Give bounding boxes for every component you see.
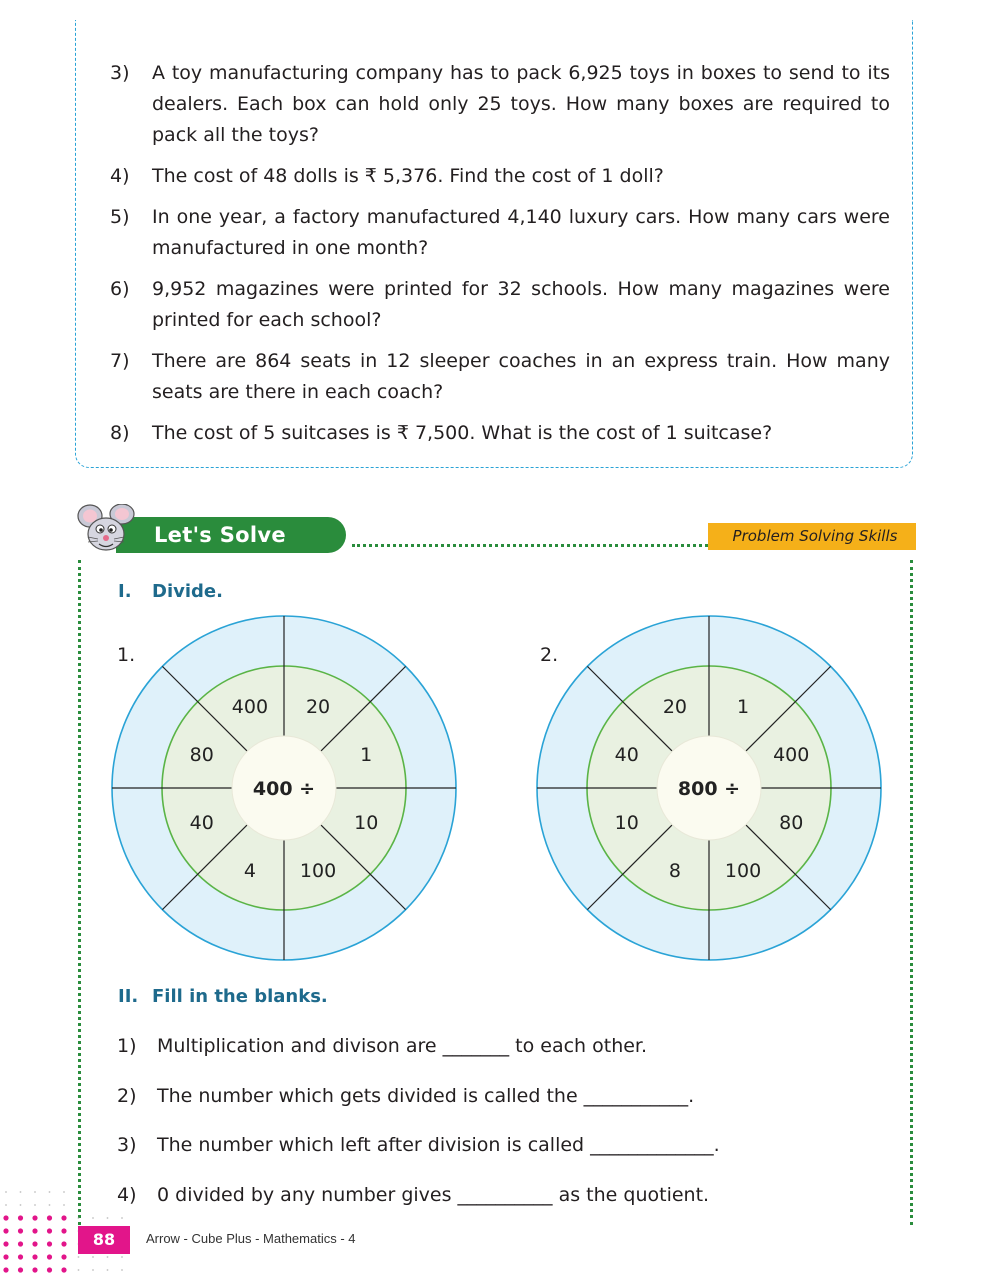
fill-text: The number which gets divided is called the ___________. (157, 1084, 695, 1107)
section-number: I. (118, 581, 132, 602)
question-number: 3) (110, 62, 130, 84)
question-item (110, 346, 890, 408)
question-text: In one year, a factory manufactured 4,140 luxury cars. How many cars were manufactured in one month? (152, 206, 890, 259)
divisor-value: 400 (231, 695, 269, 718)
skill-tag: Problem Solving Skills (708, 523, 916, 550)
lets-solve-banner (76, 504, 914, 549)
fill-blanks-list (117, 1033, 877, 1231)
fill-text: The number which left after division is called _____________. (157, 1134, 720, 1156)
divisor-value: 100 (724, 860, 762, 883)
fill-item (117, 1182, 877, 1208)
question-text: There are 864 seats in 12 sleeper coaches in an express train. How many seats are there in each coach? (152, 350, 890, 403)
divisor-value: 20 (305, 695, 331, 718)
divisor-value: 10 (354, 812, 379, 835)
question-item (110, 274, 890, 336)
fill-text: Multiplication and divison are _______ to each other. (157, 1035, 648, 1057)
fill-number: 2) (117, 1084, 137, 1107)
wheel-label: 2. (540, 644, 559, 666)
fill-item (117, 1132, 877, 1158)
divisor-value: 1 (360, 743, 373, 766)
fill-number: 4) (117, 1183, 137, 1206)
wheel-label: 1. (117, 644, 136, 666)
question-text: A toy manufacturing company has to pack 6,925 toys in boxes to send to its dealers. Each box can hold only 25 toys. How many boxes are required to pack all the toys? (152, 62, 890, 146)
division-wheel-1 (110, 614, 458, 962)
question-item (110, 161, 890, 192)
division-wheel-2 (535, 614, 883, 962)
divisor-value: 4 (243, 860, 256, 883)
divisor-value: 80 (189, 743, 214, 766)
section-heading-divide (118, 581, 223, 602)
divisor-value: 10 (614, 812, 639, 835)
divisor-value: 400 (773, 743, 810, 766)
question-item (110, 58, 890, 151)
footer-book-title: Arrow - Cube Plus - Mathematics - 4 (146, 1231, 356, 1246)
section-title: Fill in the blanks. (152, 986, 328, 1007)
divisor-value: 20 (662, 695, 688, 718)
question-number: 8) (110, 422, 130, 444)
banner-title: Let's Solve (116, 517, 346, 553)
divisor-value: 1 (737, 695, 750, 718)
question-text: 9,952 magazines were printed for 32 schools. How many magazines were printed for each school? (152, 278, 890, 331)
divisor-value: 80 (779, 812, 804, 835)
fill-item (117, 1083, 877, 1109)
question-item (110, 202, 890, 264)
mouse-mascot-icon (76, 504, 138, 556)
question-item (110, 418, 890, 449)
divisor-value: 40 (614, 743, 639, 766)
fill-number: 1) (117, 1035, 137, 1057)
fill-item (117, 1033, 877, 1059)
question-number: 5) (110, 206, 130, 228)
question-number: 7) (110, 350, 130, 372)
divisor-value: 100 (299, 860, 337, 883)
question-text: The cost of 5 suitcases is ₹ 7,500. What is the cost of 1 suitcase? (152, 422, 773, 444)
center-dividend: 800 ÷ (677, 778, 741, 800)
fill-number: 3) (117, 1134, 137, 1156)
question-number: 4) (110, 165, 130, 187)
divisor-value: 8 (668, 860, 681, 883)
section-title: Divide. (152, 581, 223, 602)
section-number: II. (118, 986, 139, 1007)
fill-text: 0 divided by any number gives __________ as the quotient. (157, 1183, 710, 1206)
question-number: 6) (110, 278, 130, 300)
question-text: The cost of 48 dolls is ₹ 5,376. Find the cost of 1 doll? (152, 165, 664, 187)
page-number: 88 (78, 1226, 130, 1254)
question-list (110, 58, 890, 459)
divisor-value: 40 (189, 812, 214, 835)
section-heading-fill-blanks (118, 986, 328, 1007)
center-dividend: 400 ÷ (252, 778, 316, 800)
